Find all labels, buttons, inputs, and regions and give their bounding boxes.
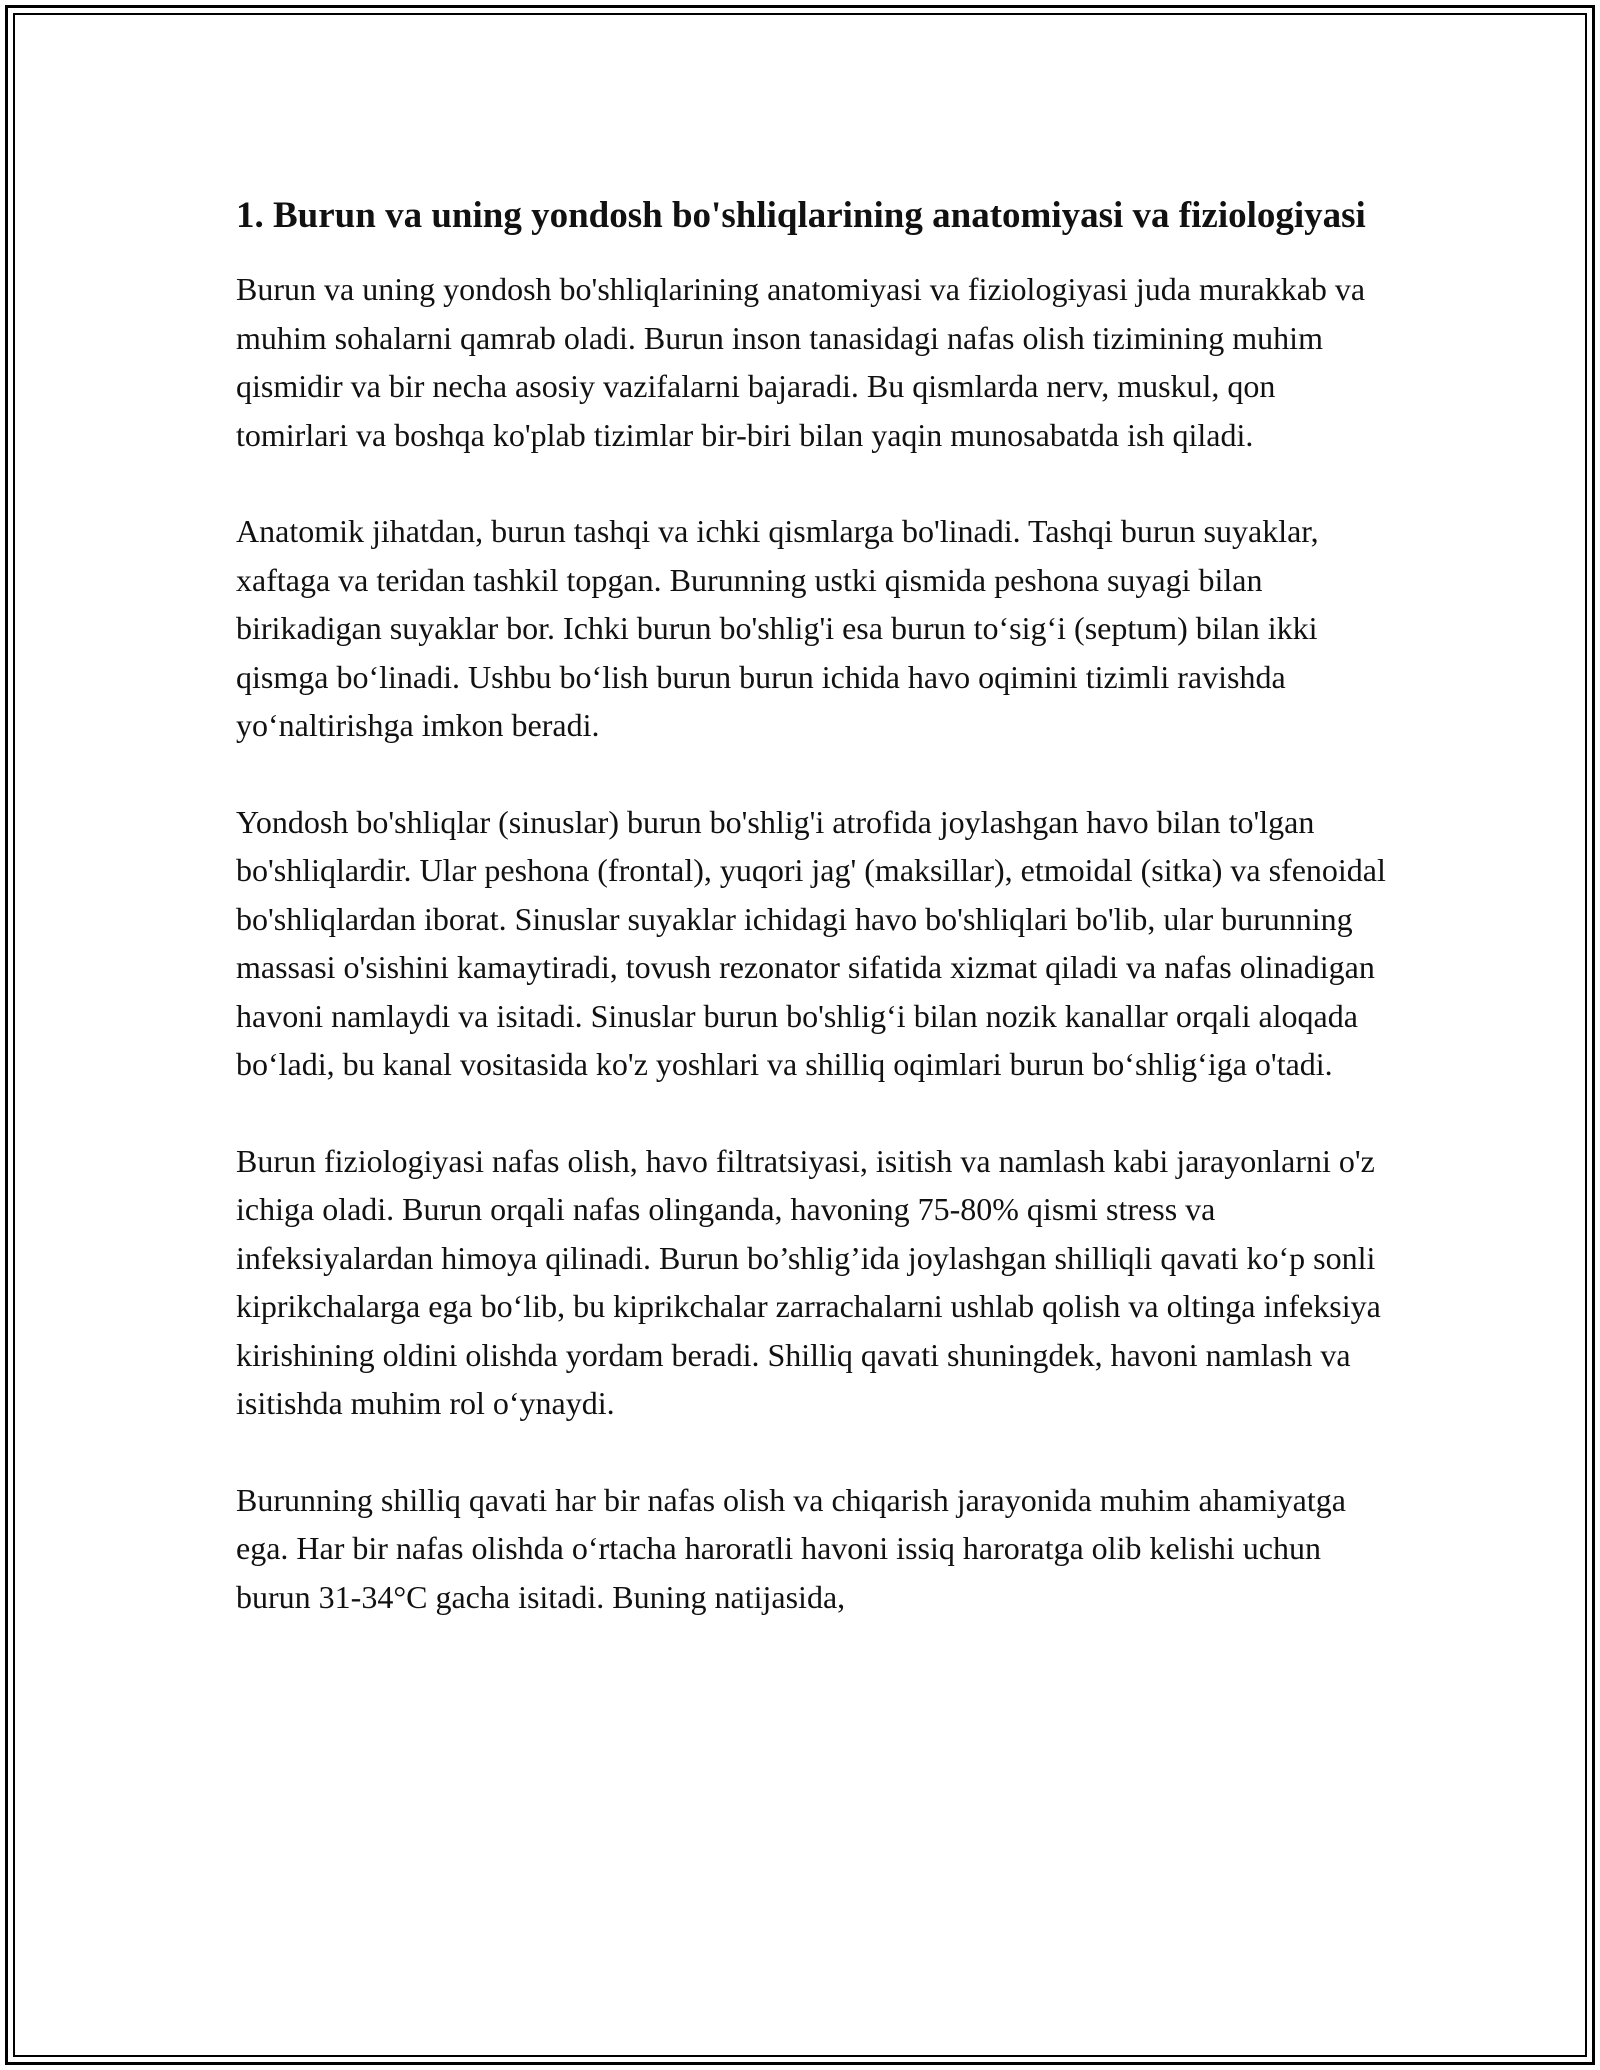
document-body: [236, 188, 1386, 1669]
paragraph-1: Burun va uning yondosh bo'shliqlarining anatomiyasi va fiziologiyasi juda murakkab va muhim sohalarni qamrab oladi. Burun inson tanasidagi nafas olish tizimining muhim qismidir va bir necha asosiy vazifalarni bajaradi. Bu qismlarda nerv, muskul, qon tomirlari va boshqa ko'plab tizimlar bir-biri bilan yaqin munosabatda ish qiladi.: [236, 271, 1366, 453]
section-heading: 1. Burun va uning yondosh bo'shliqlarining anatomiyasi va fiziologiyasi: [236, 195, 1366, 236]
paragraph-4: Burun fiziologiyasi nafas olish, havo filtratsiyasi, isitish va namlash kabi jarayonlarni o'z ichiga oladi. Burun orqali nafas olinganda, havoning 75-80% qismi stress va infeksiyalardan himoya qilinadi. Burun bo’shlig’ida joylashgan shilliqli qavati ko‘p sonli kiprikchalarga ega bo‘lib, bu kiprikchalar zarrachalarni ushlab qolish va oltinga infeksiya kirishining oldini olishda yordam beradi. Shilliq qavati shuningdek, havoni namlash va isitishda muhim rol o‘ynaydi.: [236, 1142, 1381, 1421]
paragraph-2: Anatomik jihatdan, burun tashqi va ichki qismlarga bo'linadi. Tashqi burun suyaklar, xaftaga va teridan tashkil topgan. Burunning ustki qismida peshona suyagi bilan birikadigan suyaklar bor. Ichki burun bo'shlig'i esa burun to‘sig‘i (septum) bilan ikki qismga bo‘linadi. Ushbu bo‘lish burun burun ichida havo oqimini tizimli ravishda yo‘naltirishga imkon beradi.: [236, 513, 1319, 743]
paragraph-3: Yondosh bo'shliqlar (sinuslar) burun bo'shlig'i atrofida joylashgan havo bilan to'lgan bo'shliqlardir. Ular peshona (frontal), yuqori jag' (maksillar), etmoidal (sitka) va sfenoidal bo'shliqlardan iborat. Sinuslar suyaklar ichidagi havo bo'shliqlari bo'lib, ular burunning massasi o'sishini kamaytiradi, tovush rezonator sifatida xizmat qiladi va nafas olinadigan havoni namlaydi va isitadi. Sinuslar burun bo'shlig‘i bilan nozik kanallar orqali aloqada bo‘ladi, bu kanal vositasida ko'z yoshlari va shilliq oqimlari burun bo‘shlig‘iga o'tadi.: [236, 803, 1386, 1082]
paragraph-5: Burunning shilliq qavati har bir nafas olish va chiqarish jarayonida muhim ahamiyatga ega. Har bir nafas olishda o‘rtacha haroratli havoni issiq haroratga olib kelishi uchun burun 31-34°C gacha isitadi. Buning natijasida,: [236, 1481, 1346, 1615]
